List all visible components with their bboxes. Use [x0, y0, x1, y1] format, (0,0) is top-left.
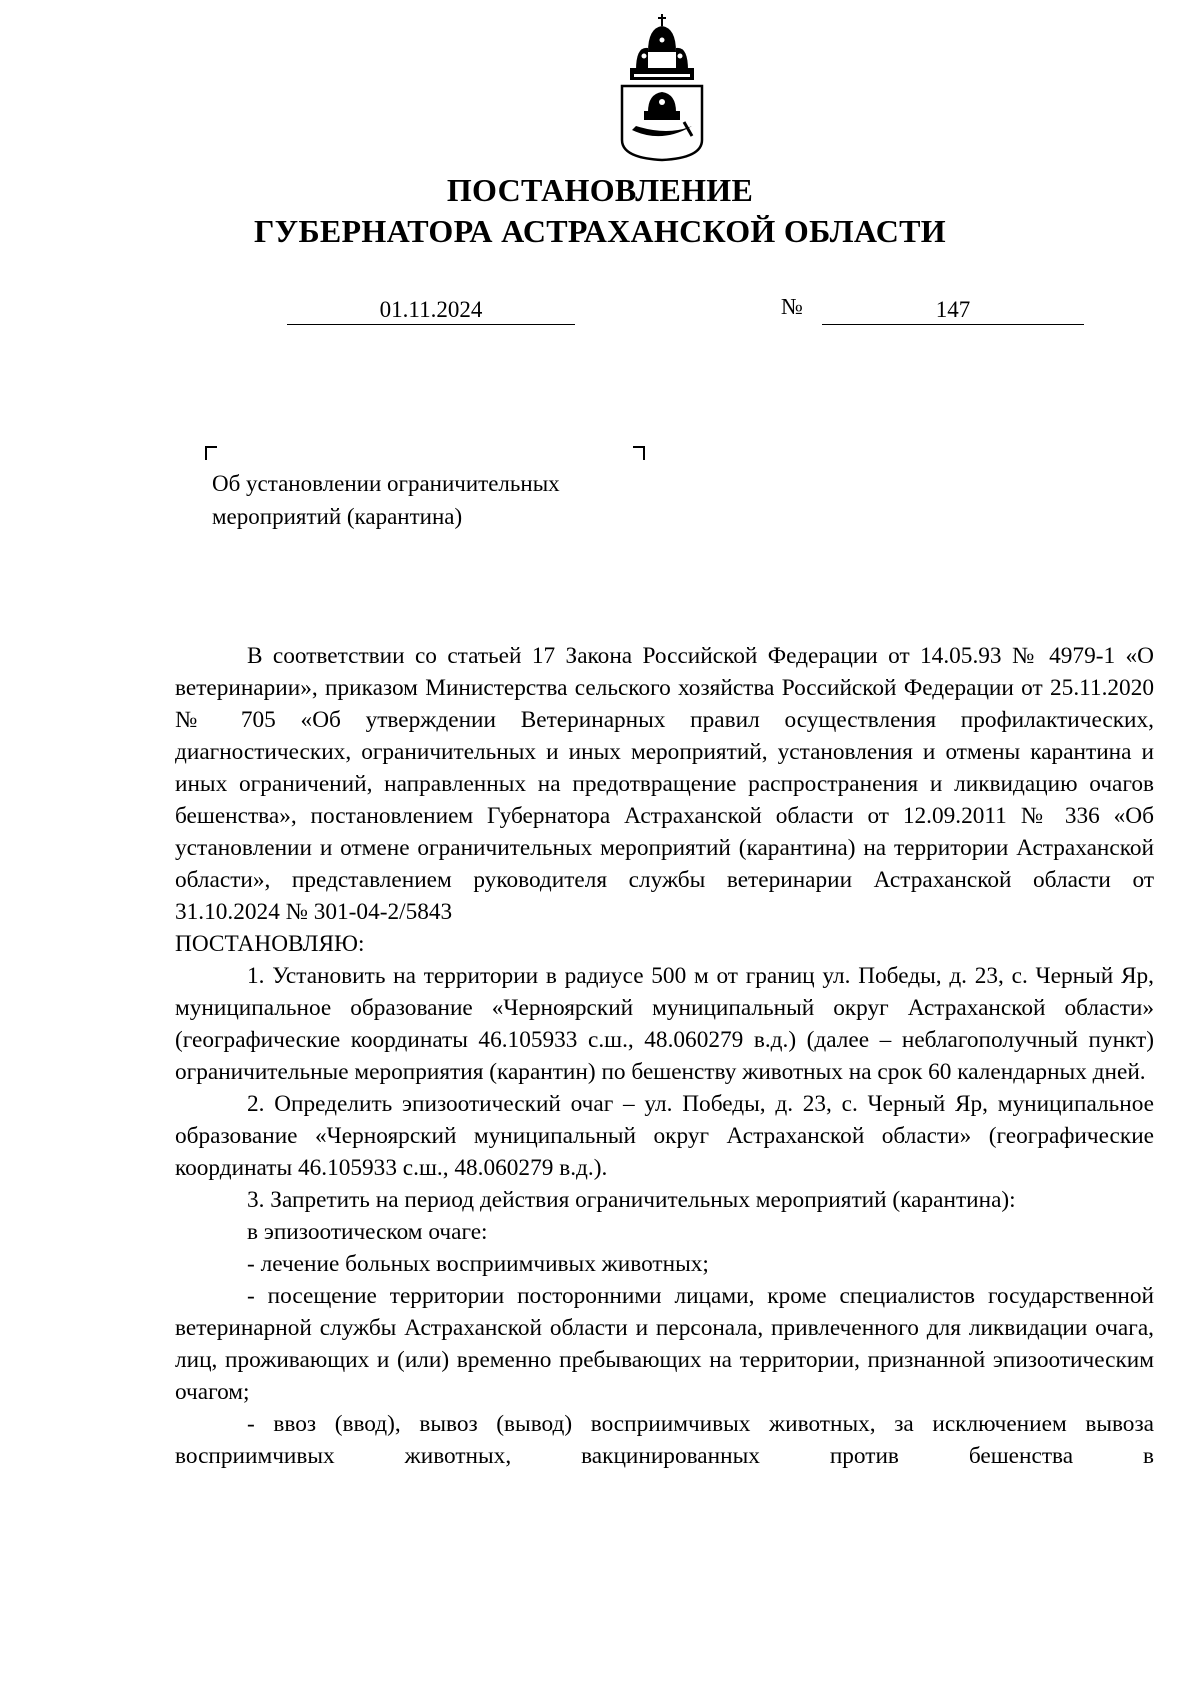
bullet-item: - ввоз (ввод), вывоз (вывод) восприимчивых животных, за исключением вывоза восприимчивых животных, вакцинированных против бешенства в — [175, 1411, 1154, 1469]
preamble-paragraph: В соответствии со статьей 17 Закона Российской Федерации от 14.05.93 № 4979-1 «О ветеринарии», приказом Министерства сельского хозяйства Российской Федерации от 25.11.2020 № 705 «Об утверждении Ветеринарных правил осуществления профилактических, диагностических, ограничительных и иных мероприятий, установления и отмены карантина и иных ограничений, направленных на предотвращение распространения и ликвидацию очагов бешенства», постановлением Губернатора Астраханской области от 12.09.2011 № 336 «Об установлении и отмене ограничительных мероприятий (карантина) на территории Астраханской области», представлением руководителя службы ветеринарии Астраханской области от 31.10.2024 № 301-04-2/5843 — [175, 643, 1154, 925]
subject-corner-left — [205, 446, 217, 460]
item-paragraph: 2. Определить эпизоотический очаг – ул. Победы, д. 23, с. Черный Яр, муниципальное образование «Черноярский муниципальный округ Астраханской области» (географические координаты 46.105933 с.ш., 48.060279 в.д.). — [175, 1091, 1154, 1181]
number-label: № — [781, 294, 803, 319]
decree-word: ПОСТАНОВЛЯЮ: — [175, 931, 365, 957]
bullet-item: - посещение территории посторонними лицами, кроме специалистов государственной ветеринарной службы Астраханской области и персонала, привлеченного для ликвидации очага, лиц, проживающих и (или) временно пребывающих на территории, признанной эпизоотическим очагом; — [175, 1283, 1154, 1405]
item-paragraph: 1. Установить на территории в радиусе 500 м от границ ул. Победы, д. 23, с. Черный Яр, муниципальное образование «Черноярский муниципальный округ Астраханской области» (географические координаты 46.105933 с.ш., 48.060279 в.д.) (далее – неблагополучный пункт) ограничительные мероприятия (карантин) по бешенству животных на срок 60 календарных дней. — [175, 963, 1154, 1085]
document-subject — [212, 467, 672, 533]
bullet-item: - лечение больных восприимчивых животных; — [247, 1251, 709, 1277]
subject-corner-right — [633, 446, 645, 460]
item-paragraph: 3. Запретить на период действия ограничительных мероприятий (карантина): — [247, 1187, 1016, 1213]
document-issuer: ГУБЕРНАТОРА АСТРАХАНСКОЙ ОБЛАСТИ — [254, 213, 946, 249]
subject-line: Об установлении ограничительных — [212, 471, 560, 496]
document-title: ПОСТАНОВЛЕНИЕ — [446, 172, 754, 208]
subject-line: мероприятий (карантина) — [212, 504, 463, 529]
document-body — [175, 640, 1154, 1472]
document-date: 01.11.2024 — [287, 296, 575, 325]
item-scope: в эпизоотическом очаге: — [247, 1219, 488, 1245]
document-number: 147 — [822, 296, 1084, 325]
coat-of-arms-icon — [618, 12, 706, 162]
